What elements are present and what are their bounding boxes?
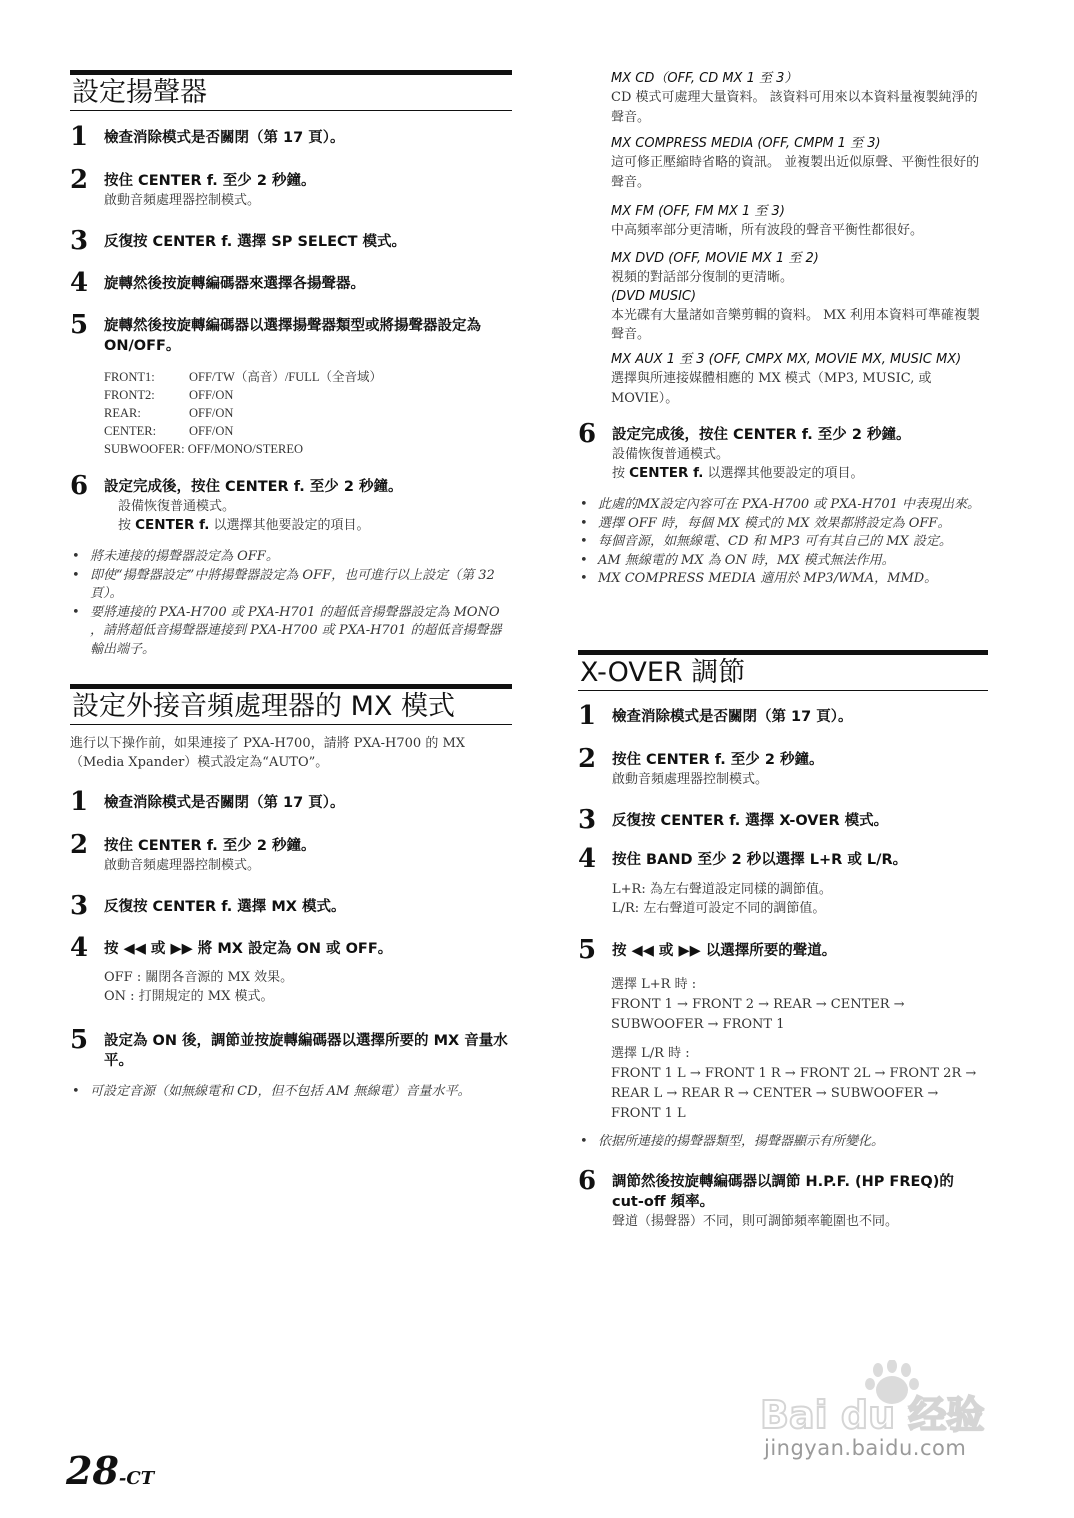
page-number (66, 1448, 154, 1493)
step-note: ON : 打開規定的 MX 模式。 (104, 989, 274, 1004)
step-title: 反復按 CENTER f. 選擇 MX 模式。 (104, 899, 346, 915)
sequence-label: 選擇 L/R 時 : (611, 1046, 690, 1061)
step-number: 6 (578, 419, 597, 449)
list-item: • MX COMPRESS MEDIA 適用於 MP3/WMA，MMD。 (578, 570, 988, 589)
table-value: OFF/ON (189, 406, 234, 420)
list-item: • AM 無線電的 MX 為 ON 時，MX 模式無法作用。 (578, 552, 988, 571)
table-key: FRONT1: (104, 370, 155, 384)
list-item: • 此處的MX設定內容可在 PXA-H700 或 PXA-H701 中表現出來。 (578, 496, 988, 515)
step-6 (70, 471, 512, 535)
step-title: 按 ◀◀ 或 ▶▶ 以選擇所要的聲道。 (612, 943, 837, 959)
step-number: 5 (70, 1025, 89, 1055)
mx-item-dvd (611, 250, 988, 345)
notes-list (70, 1083, 512, 1102)
step-number: 3 (578, 805, 597, 835)
table-key: FRONT2: (104, 388, 155, 402)
sequence-label: 選擇 L+R 時 : (611, 977, 697, 992)
sequence-text: FRONT 1 L → FRONT 1 R → FRONT 2L → FRONT 2R → (611, 1066, 977, 1081)
step-4 (70, 268, 512, 298)
mx-item-fm (611, 203, 988, 241)
mx-heading: MX AUX 1 至 3 (OFF, CMPX MX, MOVIE MX, MUSIC MX) (611, 352, 962, 367)
sequence-text: SUBWOOFER → FRONT 1 (611, 1017, 785, 1032)
list-item: • 選擇 OFF 時，每個 MX 模式的 MX 效果都將設定為 OFF。 (578, 515, 988, 534)
step-number: 2 (578, 744, 597, 774)
step-note: L/R: 左右聲道可設定不同的調節值。 (612, 901, 826, 916)
step-note: 啟動音頻處理器控制模式。 (104, 193, 261, 208)
notes-list (70, 548, 512, 659)
note-text: 以選擇其他要設定的項目。 (703, 466, 864, 481)
notes-list (578, 1133, 988, 1152)
step-1 (70, 787, 512, 817)
step-5 (578, 935, 988, 965)
step-number: 1 (70, 122, 89, 152)
mx-description: 中高頻率部分更清晰，所有波段的聲音平衡性都很好。 (611, 223, 924, 238)
step-5 (70, 1025, 512, 1071)
sequence-text: REAR L → REAR R → CENTER → SUBWOOFER → (611, 1086, 939, 1101)
step-number: 4 (70, 268, 89, 298)
table-row (104, 440, 512, 458)
section-title-mx-mode: 設定外接音頻處理器的 MX 模式 (70, 684, 512, 725)
note-bold: CENTER f. (135, 517, 210, 533)
mx-description: 視頻的對話部分復制的更清晰。 (611, 270, 794, 285)
speaker-options-table (104, 368, 512, 458)
step-5 (70, 310, 512, 356)
step-title: 設定完成後，按住 CENTER f. 至少 2 秒鐘。 (612, 427, 911, 443)
step-number: 2 (70, 165, 89, 195)
step-3 (70, 226, 512, 256)
mx-item-cd (611, 70, 988, 127)
table-value: OFF/ON (189, 388, 234, 402)
step-title: 按住 CENTER f. 至少 2 秒鐘。 (612, 752, 824, 768)
step-2 (578, 744, 988, 789)
step-1 (578, 701, 988, 731)
list-item: • 可設定音源（如無線電和 CD，但不包括 AM 無線電）音量水平。 (70, 1083, 512, 1102)
notes-list (578, 496, 988, 589)
table-row (104, 422, 512, 440)
step-number: 4 (578, 844, 597, 874)
step-title: 設定完成後，按住 CENTER f. 至少 2 秒鐘。 (104, 479, 403, 495)
step-title: 按住 CENTER f. 至少 2 秒鐘。 (104, 838, 316, 854)
step-title: 檢查消除模式是否關閉（第 17 頁）。 (612, 709, 853, 725)
list-item: • 將未連接的揚聲器設定為 OFF。 (70, 548, 512, 567)
step-number: 1 (70, 787, 89, 817)
mx-description: 選擇與所連接媒體相應的 MX 模式（MP3, MUSIC, 或 MOVIE）。 (611, 371, 932, 406)
step-title: 按 ◀◀ 或 ▶▶ 將 MX 設定為 ON 或 OFF。 (104, 941, 393, 957)
note-text: 以選擇其他要設定的項目。 (209, 518, 370, 533)
watermark-logo-text: Bai du 经验 (760, 1393, 985, 1437)
step-note: L+R: 為左右聲道設定同樣的調節值。 (612, 882, 832, 897)
table-row (104, 368, 512, 386)
note-bold: CENTER f. (629, 465, 704, 481)
table-row (104, 386, 512, 404)
step-4 (578, 844, 988, 918)
step-6 (578, 419, 988, 483)
step-2 (70, 830, 512, 875)
table-key: REAR: (104, 406, 141, 420)
mx-item-compress-media (611, 135, 988, 192)
channel-sequence-lr (611, 975, 988, 1035)
step-title: 檢查消除模式是否關閉（第 17 頁）。 (104, 795, 345, 811)
list-item: • 即使“揚聲器設定”中將揚聲器設定為 OFF，也可進行以上設定（第 32 頁）。 (70, 567, 512, 604)
mx-item-aux (611, 351, 988, 408)
step-number: 3 (70, 226, 89, 256)
step-note: 設備恢復普通模式。 (118, 499, 236, 514)
step-note (612, 464, 988, 483)
step-note: 啟動音頻處理器控制模式。 (612, 772, 769, 787)
step-note: OFF : 關閉各音源的 MX 效果。 (104, 970, 294, 985)
mx-heading: MX CD（OFF, CD MX 1 至 3） (611, 71, 798, 86)
step-number: 6 (70, 471, 89, 501)
step-note (118, 516, 512, 535)
page-number-suffix: -CT (118, 1468, 155, 1489)
note-text: 按 (612, 466, 630, 481)
mx-heading: (DVD MUSIC) (611, 288, 697, 304)
section-title-speaker-setup: 設定揚聲器 (70, 70, 512, 111)
step-note: 啟動音頻處理器控制模式。 (104, 858, 261, 873)
channel-sequence-l-r (611, 1044, 988, 1124)
step-4 (70, 933, 512, 1006)
step-number: 3 (70, 891, 89, 921)
table-row (104, 404, 512, 422)
intro-paragraph: 進行以下操作前，如果連接了 PXA-H700，請將 PXA-H700 的 MX（Media Xpander）模式設定為“AUTO”。 (70, 736, 466, 770)
mx-description: CD 模式可處理大量資料。 該資料可用來以本資料量複製純淨的聲音。 (611, 90, 978, 125)
step-title: 設定為 ON 後，調節並按旋轉編碼器以選擇所要的 MX 音量水平。 (104, 1033, 508, 1069)
mx-heading: MX FM (OFF, FM MX 1 至 3) (611, 204, 785, 219)
section-title-x-over: X-OVER 調節 (578, 650, 988, 691)
table-value: OFF/MONO/STEREO (187, 442, 303, 456)
step-3 (578, 805, 988, 835)
sequence-text: FRONT 1 L (611, 1106, 686, 1121)
note-text: 按 (118, 518, 136, 533)
step-title: 按住 BAND 至少 2 秒以選擇 L+R 或 L/R。 (612, 852, 908, 868)
step-title: 調節然後按旋轉編碼器以調節 H.P.F. (HP FREQ)的 cut-off 頻率。 (612, 1174, 954, 1210)
step-title: 反復按 CENTER f. 選擇 SP SELECT 模式。 (104, 234, 407, 250)
step-number: 6 (578, 1166, 597, 1196)
mx-description: 本光碟有大量諸如音樂剪輯的資料。 MX 利用本資料可準確複製聲音。 (611, 307, 980, 342)
step-note: 聲道（揚聲器）不同，則可調節頻率範圍也不同。 (612, 1214, 899, 1229)
step-title: 旋轉然後按旋轉編碼器以選擇揚聲器類型或將揚聲器設定為 ON/OFF。 (104, 318, 481, 354)
mx-description: 這可修正壓縮時省略的資訊。 並複製出近似原聲、平衡性很好的聲音。 (611, 155, 980, 190)
mx-heading: MX DVD (OFF, MOVIE MX 1 至 2) (611, 251, 819, 266)
list-item: • 每個音源，如無線電、CD 和 MP3 可有其自己的 MX 設定。 (578, 533, 988, 552)
step-number: 5 (578, 935, 597, 965)
step-title: 按住 CENTER f. 至少 2 秒鐘。 (104, 173, 316, 189)
page-number-value: 28 (66, 1448, 119, 1493)
step-title: 反復按 CENTER f. 選擇 X-OVER 模式。 (612, 813, 889, 829)
step-number: 4 (70, 933, 89, 963)
watermark-url: jingyan.baidu.com (764, 1436, 967, 1460)
step-title: 檢查消除模式是否關閉（第 17 頁）。 (104, 130, 345, 146)
step-1 (70, 122, 512, 152)
list-item: • 要將連接的 PXA-H700 或 PXA-H701 的超低音揚聲器設定為 MONO ，請將超低音揚聲器連接到 PXA-H700 或 PXA-H701 的超低音揚聲器輸出端子。 (70, 604, 512, 660)
sequence-text: FRONT 1 → FRONT 2 → REAR → CENTER → (611, 997, 905, 1012)
step-number: 5 (70, 310, 89, 340)
table-key: SUBWOOFER: (104, 442, 185, 456)
step-title: 旋轉然後按旋轉編碼器來選擇各揚聲器。 (104, 276, 365, 292)
list-item: • 依据所連接的揚聲器類型，揚聲器顯示有所變化。 (578, 1133, 988, 1152)
mx-heading: MX COMPRESS MEDIA (OFF, CMPM 1 至 3) (611, 136, 881, 151)
step-number: 1 (578, 701, 597, 731)
table-value: OFF/TW（高音）/FULL（全音域） (189, 370, 383, 384)
table-key: CENTER: (104, 424, 157, 438)
step-note: 設備恢復普通模式。 (612, 447, 730, 462)
step-number: 2 (70, 830, 89, 860)
step-2 (70, 165, 512, 210)
table-value: OFF/ON (189, 424, 234, 438)
step-3 (70, 891, 512, 921)
step-6 (578, 1166, 988, 1231)
